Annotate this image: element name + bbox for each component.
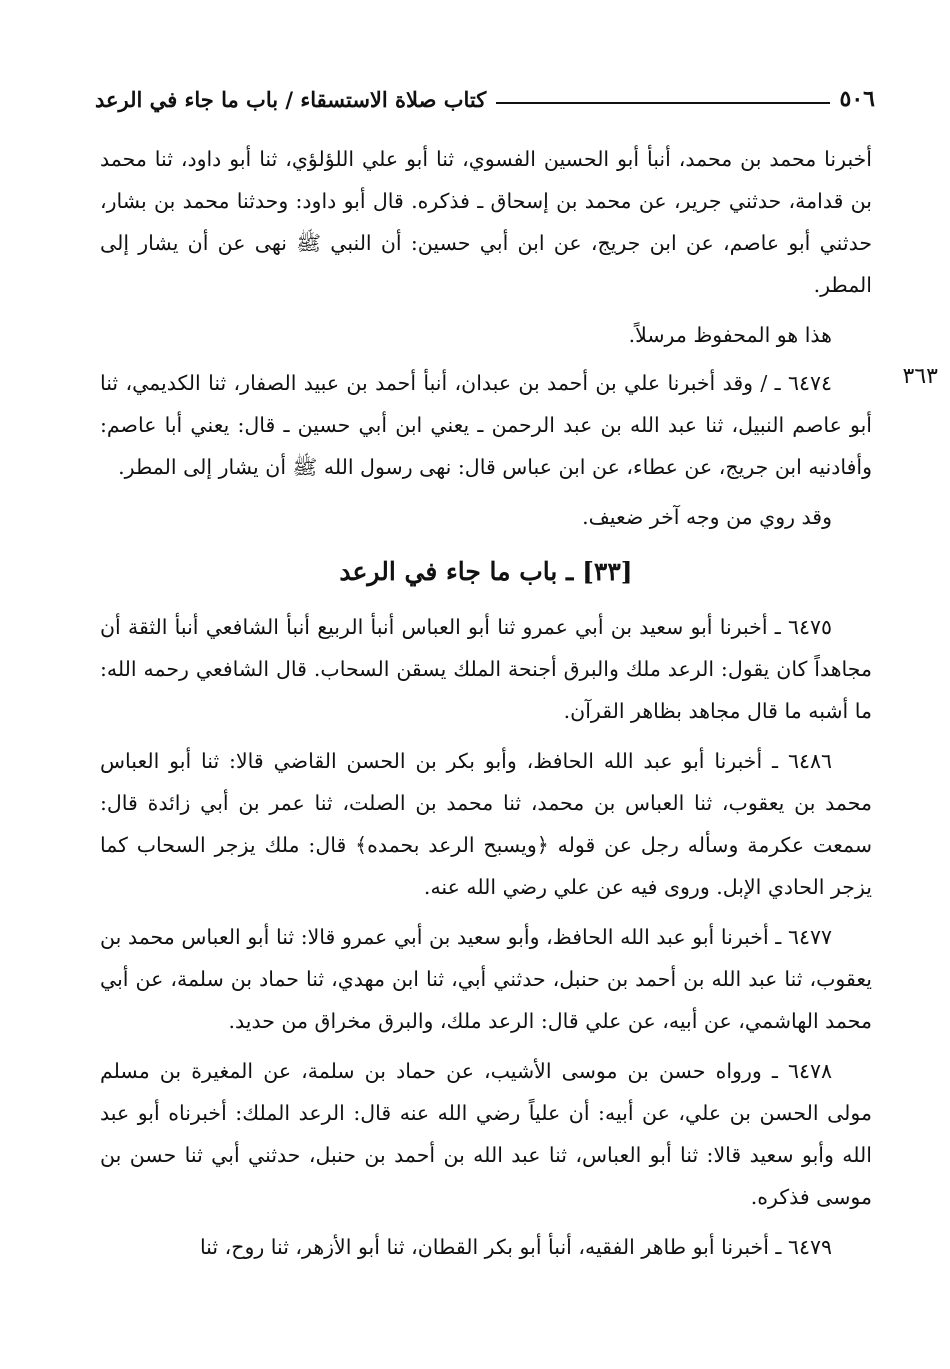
paragraph-hadith-6478: ٦٤٧٨ ـ ورواه حسن بن موسى الأشيب، عن حماد بن سلمة، عن المغيرة بن مسلم مولى الحسن بن علي، عن أبيه: أن علياً رضي الله عنه قال: الرعد الملك: أخبرناه أبو عبد الله وأبو سعيد قالا: ثنا أبو العباس، ثنا عبد الله بن أحمد بن حنبل، حدثني أبي ثنا حسن بن موسى فذكره. — [100, 1059, 872, 1209]
paragraph-hadith-6477: ٦٤٧٧ ـ أخبرنا أبو عبد الله الحافظ، وأبو سعيد بن أبي عمرو قالا: ثنا أبو العباس محمد بن يعقوب، ثنا عبد الله بن أحمد بن حنبل، حدثني أبي، ثنا ابن مهدي، ثنا حماد بن سلمة، عن أبي محمد الهاشمي، عن أبيه، عن علي قال: الرعد ملك، والبرق مخراق من حديد. — [100, 925, 872, 1033]
page-body — [100, 138, 872, 1276]
paragraph-hadith-6475: ٦٤٧٥ ـ أخبرنا أبو سعيد بن أبي عمرو ثنا أبو العباس أنبأ الربيع أنبأ الشافعي أنبأ الثقة أن مجاهداً كان يقول: الرعد ملك والبرق أجنحة الملك يسقن السحاب. قال الشافعي رحمه الله: ما أشبه ما قال مجاهد بظاهر القرآن. — [100, 615, 872, 723]
paragraph-hadith-6474: ٦٤٧٤ ـ / وقد أخبرنا علي بن أحمد بن عبدان، أنبأ أحمد بن عبيد الصفار، ثنا الكديمي، ثنا أبو عاصم النبيل، ثنا عبد الله بن عبد الرحمن ـ يعني ابن أبي حسين ـ قال: يعني أبا عاصم: وأفادنيه ابن جريج، عن عطاء، عن ابن عباس قال: نهى رسول الله ﷺ أن يشار إلى المطر. — [100, 371, 872, 479]
header-rule — [496, 102, 829, 104]
paragraph-note: وقد روي من وجه آخر ضعيف. — [582, 505, 832, 529]
paragraph-hadith-6479: ٦٤٧٩ ـ أخبرنا أبو طاهر الفقيه، أنبأ أبو بكر القطان، ثنا أبو الأزهر، ثنا روح، ثنا — [199, 1235, 832, 1259]
page-number: ٥٠٦ — [839, 86, 875, 112]
paragraph-hadith-6486: ٦٤٨٦ ـ أخبرنا أبو عبد الله الحافظ، وأبو بكر بن الحسن القاضي قالا: ثنا أبو العباس محمد بن يعقوب، ثنا العباس بن محمد، ثنا محمد بن الصلت، ثنا عمر بن أبي زائدة قال: سمعت عكرمة وسأله رجل عن قوله ﴿ويسبح الرعد بحمده﴾ قال: ملك يزجر السحاب كما يزجر الحادي الإبل. وروى فيه عن علي رضي الله عنه. — [100, 749, 872, 899]
paragraph-continuation: أخبرنا محمد بن محمد، أنبأ أبو الحسين الفسوي، ثنا أبو علي اللؤلؤي، ثنا أبو داود، ثنا محمد بن قدامة، حدثني جرير، عن محمد بن إسحاق ـ فذكره. قال أبو داود: وحدثنا محمد بن بشار، حدثني أبو عاصم، عن ابن جريج، عن ابن أبي حسين: أن النبي ﷺ نهى عن أن يشار إلى المطر. — [100, 147, 872, 297]
running-header — [95, 82, 875, 116]
paragraph-note: هذا هو المحفوظ مرسلاً. — [628, 323, 832, 347]
running-title: كتاب صلاة الاستسقاء / باب ما جاء في الرعد — [95, 86, 487, 112]
margin-page-reference: ٣٦٣ — [902, 364, 938, 389]
chapter-heading: [٣٣] ـ باب ما جاء في الرعد — [339, 557, 633, 586]
